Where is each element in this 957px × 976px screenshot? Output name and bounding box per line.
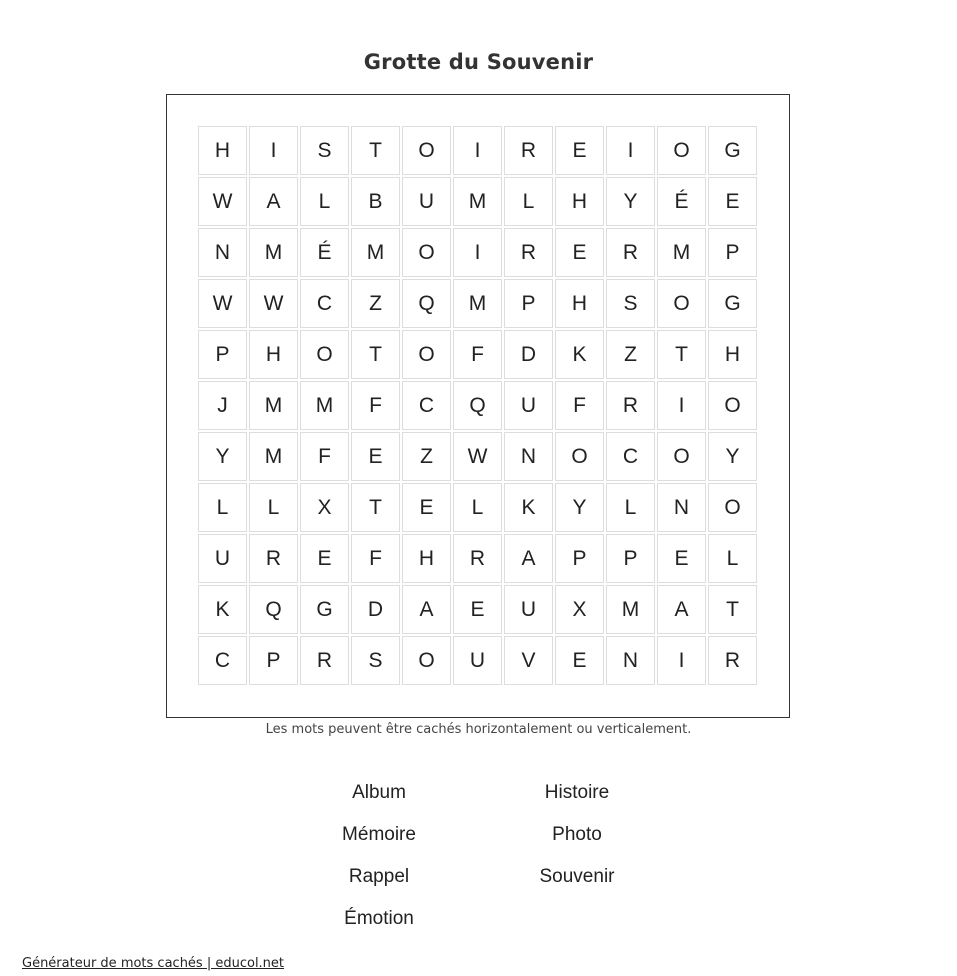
grid-cell[interactable]: C (300, 279, 349, 328)
grid-cell[interactable]: S (606, 279, 655, 328)
grid-cell[interactable]: O (402, 228, 451, 277)
grid-cell[interactable]: G (300, 585, 349, 634)
grid-cell[interactable]: P (606, 534, 655, 583)
grid-cell[interactable]: S (300, 126, 349, 175)
grid-cell[interactable]: R (606, 228, 655, 277)
grid-cell[interactable]: Q (402, 279, 451, 328)
grid-cell[interactable]: W (198, 279, 247, 328)
grid-cell[interactable]: B (351, 177, 400, 226)
grid-cell[interactable]: U (504, 585, 553, 634)
grid-cell[interactable]: P (249, 636, 298, 685)
grid-cell[interactable]: O (402, 126, 451, 175)
word-list-item: Photo (552, 824, 602, 845)
grid-cell[interactable]: É (657, 177, 706, 226)
grid-cell[interactable]: K (555, 330, 604, 379)
grid-cell[interactable]: O (402, 636, 451, 685)
grid-cell[interactable]: D (351, 585, 400, 634)
word-list-item: Histoire (544, 782, 610, 803)
word-list-item: Album (352, 782, 406, 803)
grid-cell[interactable]: M (453, 279, 502, 328)
grid-cell[interactable]: N (657, 483, 706, 532)
grid-cell[interactable]: I (657, 636, 706, 685)
grid-cell[interactable]: O (657, 279, 706, 328)
grid-cell[interactable]: Q (453, 381, 502, 430)
grid-cell[interactable]: O (300, 330, 349, 379)
grid-cell[interactable]: H (555, 177, 604, 226)
grid-cell[interactable]: I (657, 381, 706, 430)
grid-cell[interactable]: U (504, 381, 553, 430)
grid-cell[interactable]: L (504, 177, 553, 226)
grid-cell[interactable]: R (300, 636, 349, 685)
grid-cell[interactable]: E (555, 636, 604, 685)
grid-cell[interactable]: F (351, 534, 400, 583)
puzzle-frame (166, 94, 790, 718)
grid-cell[interactable]: R (504, 126, 553, 175)
grid-cell[interactable]: T (351, 330, 400, 379)
grid-cell[interactable]: A (402, 585, 451, 634)
grid-cell[interactable]: I (249, 126, 298, 175)
grid-cell[interactable]: M (657, 228, 706, 277)
grid-cell[interactable]: F (351, 381, 400, 430)
grid-cell[interactable]: F (555, 381, 604, 430)
grid-cell[interactable]: C (402, 381, 451, 430)
grid-cell[interactable]: Y (606, 177, 655, 226)
grid-cell[interactable]: N (504, 432, 553, 481)
grid-cell[interactable]: H (555, 279, 604, 328)
grid-cell[interactable]: H (708, 330, 757, 379)
grid-cell[interactable]: R (249, 534, 298, 583)
word-list (280, 780, 676, 948)
grid-cell[interactable]: I (606, 126, 655, 175)
grid-cell[interactable]: X (555, 585, 604, 634)
grid-cell[interactable]: S (351, 636, 400, 685)
grid-cell[interactable]: W (198, 177, 247, 226)
grid-cell[interactable]: U (198, 534, 247, 583)
grid-cell[interactable]: A (249, 177, 298, 226)
grid-cell[interactable]: M (351, 228, 400, 277)
grid-cell[interactable]: E (657, 534, 706, 583)
grid-cell[interactable]: A (657, 585, 706, 634)
grid-cell[interactable]: É (300, 228, 349, 277)
grid-cell[interactable]: A (504, 534, 553, 583)
grid-cell[interactable]: M (249, 228, 298, 277)
grid-cell[interactable]: M (249, 381, 298, 430)
grid-cell[interactable]: E (351, 432, 400, 481)
grid-cell[interactable]: P (504, 279, 553, 328)
grid-cell[interactable]: Q (249, 585, 298, 634)
grid-cell[interactable]: E (453, 585, 502, 634)
grid-cell[interactable]: O (555, 432, 604, 481)
grid-cell[interactable]: I (453, 126, 502, 175)
grid-cell[interactable]: K (198, 585, 247, 634)
grid-cell[interactable]: G (708, 279, 757, 328)
grid-cell[interactable]: D (504, 330, 553, 379)
grid-cell[interactable]: K (504, 483, 553, 532)
grid-cell[interactable]: L (708, 534, 757, 583)
grid-cell[interactable]: Z (402, 432, 451, 481)
grid-cell[interactable]: T (351, 483, 400, 532)
grid-cell[interactable]: L (453, 483, 502, 532)
grid-cell[interactable]: O (657, 432, 706, 481)
grid-cell[interactable]: Z (351, 279, 400, 328)
grid-cell[interactable]: H (249, 330, 298, 379)
grid-cell[interactable]: Y (708, 432, 757, 481)
grid-cell[interactable]: T (657, 330, 706, 379)
grid-cell[interactable]: C (198, 636, 247, 685)
grid-cell[interactable]: E (555, 228, 604, 277)
grid-cell[interactable]: E (555, 126, 604, 175)
grid-cell[interactable]: O (402, 330, 451, 379)
grid-cell[interactable]: R (606, 381, 655, 430)
grid-cell[interactable]: M (606, 585, 655, 634)
grid-cell[interactable]: M (453, 177, 502, 226)
letter-grid (198, 126, 757, 685)
grid-cell[interactable]: X (300, 483, 349, 532)
grid-cell[interactable]: O (708, 381, 757, 430)
grid-cell[interactable]: O (657, 126, 706, 175)
grid-cell[interactable]: I (453, 228, 502, 277)
grid-cell[interactable]: P (198, 330, 247, 379)
instructions-text: Les mots peuvent être cachés horizontalement ou verticalement. (265, 722, 692, 737)
grid-cell[interactable]: T (708, 585, 757, 634)
grid-cell[interactable]: Y (198, 432, 247, 481)
grid-cell[interactable]: E (402, 483, 451, 532)
grid-cell[interactable]: R (708, 636, 757, 685)
grid-cell[interactable]: E (300, 534, 349, 583)
word-list-item: Rappel (348, 866, 410, 887)
grid-cell[interactable]: L (300, 177, 349, 226)
grid-cell[interactable]: U (453, 636, 502, 685)
grid-cell[interactable]: L (606, 483, 655, 532)
grid-cell[interactable]: U (402, 177, 451, 226)
grid-cell[interactable]: F (453, 330, 502, 379)
word-list-item: Mémoire (342, 824, 416, 845)
word-list-item: Souvenir (539, 866, 615, 887)
grid-cell[interactable]: F (300, 432, 349, 481)
grid-cell[interactable]: T (351, 126, 400, 175)
grid-cell[interactable]: R (453, 534, 502, 583)
grid-cell[interactable]: J (198, 381, 247, 430)
grid-cell[interactable]: O (708, 483, 757, 532)
word-list-item: Émotion (344, 908, 414, 929)
grid-cell[interactable]: C (606, 432, 655, 481)
grid-cell[interactable]: N (606, 636, 655, 685)
grid-cell[interactable]: M (249, 432, 298, 481)
grid-cell[interactable]: L (249, 483, 298, 532)
grid-cell[interactable]: N (198, 228, 247, 277)
grid-cell[interactable]: H (198, 126, 247, 175)
footer-link[interactable]: Générateur de mots cachés | educol.net (22, 956, 285, 971)
grid-cell[interactable]: L (198, 483, 247, 532)
grid-cell[interactable]: P (555, 534, 604, 583)
grid-cell[interactable]: H (402, 534, 451, 583)
grid-cell[interactable]: P (708, 228, 757, 277)
grid-cell[interactable]: E (708, 177, 757, 226)
grid-cell[interactable]: G (708, 126, 757, 175)
puzzle-title: Grotte du Souvenir (363, 50, 594, 74)
grid-cell[interactable]: V (504, 636, 553, 685)
grid-cell[interactable]: M (300, 381, 349, 430)
grid-cell[interactable]: W (453, 432, 502, 481)
grid-cell[interactable]: Y (555, 483, 604, 532)
grid-cell[interactable]: W (249, 279, 298, 328)
grid-cell[interactable]: R (504, 228, 553, 277)
grid-cell[interactable]: Z (606, 330, 655, 379)
